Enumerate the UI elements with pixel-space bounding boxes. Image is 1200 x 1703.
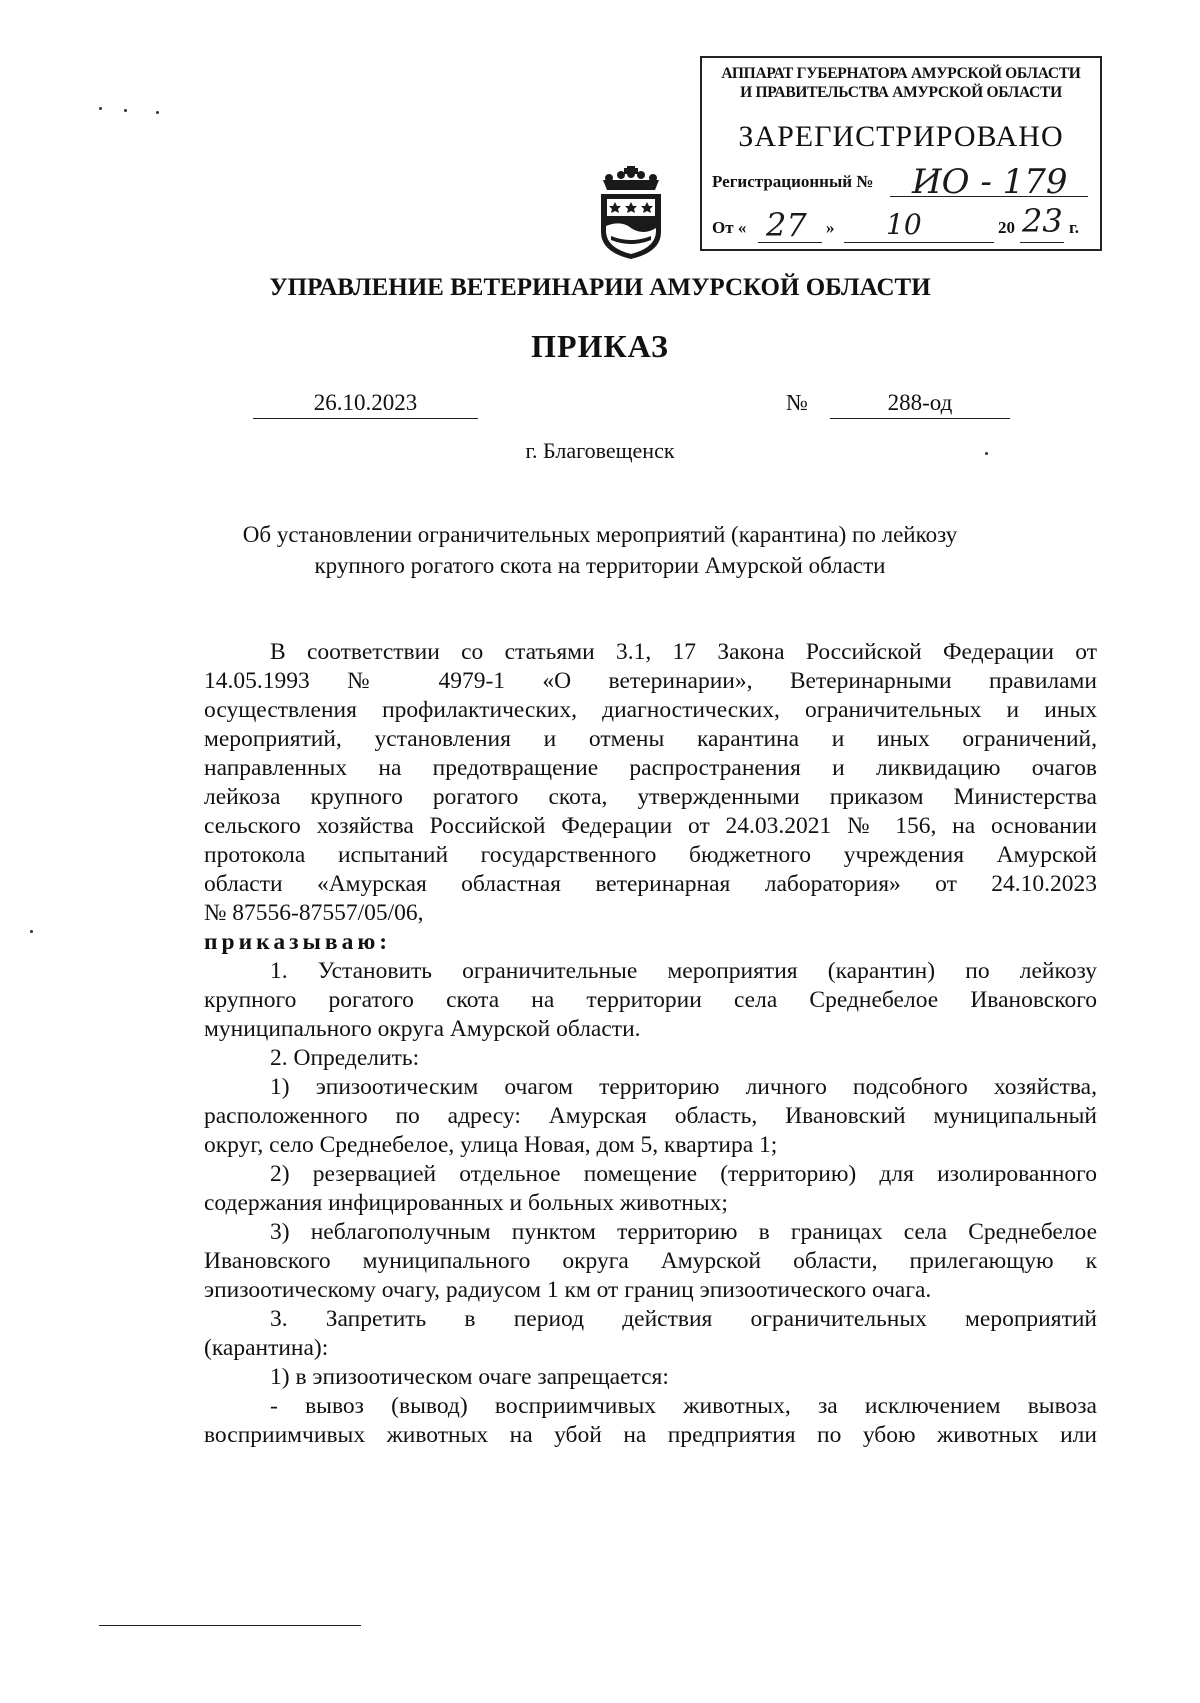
stamp-org-line2: И ПРАВИТЕЛЬСТВА АМУРСКОЙ ОБЛАСТИ: [740, 84, 1062, 101]
body-line: № 87556-87557/05/06,: [204, 900, 424, 926]
body-line: В соответствии со статьями 3.1, 17 Закона Российской Федерации от: [270, 639, 1097, 665]
body-line: 3. Запретить в период действия ограничительных мероприятий: [270, 1306, 1097, 1332]
body-line: 1. Установить ограничительные мероприятия (карантин) по лейкозу: [270, 958, 1097, 984]
body-line: мероприятий, установления и отмены карантина и иных ограничений,: [204, 726, 1097, 752]
body-line: эпизоотическому очагу, радиусом 1 км от границ эпизоотического очага.: [204, 1277, 932, 1303]
body-line: сельского хозяйства Российской Федерации от 24.03.2021 № 156, на основании: [204, 813, 1097, 839]
stamp-date-prefix: От «: [712, 218, 747, 237]
body-line: протокола испытаний государственного бюджетного учреждения Амурской: [204, 842, 1097, 868]
document-type: ПРИКАЗ: [531, 328, 669, 364]
body-line: лейкоза крупного рогатого скота, утвержденными приказом Министерства: [204, 784, 1097, 810]
body-line: муниципального округа Амурской области.: [204, 1016, 641, 1042]
body-line: крупного рогатого скота на территории села Среднебелое Ивановского: [204, 987, 1097, 1013]
footnote-rule: [99, 1625, 361, 1626]
body-line: 14.05.1993 № 4979-1 «О ветеринарии», Ветеринарными правилами: [204, 668, 1097, 694]
stamp-year-underline: [1020, 242, 1064, 243]
body-line: (карантина):: [204, 1335, 329, 1361]
body-line: 1) эпизоотическим очагом территорию личного подсобного хозяйства,: [270, 1074, 1097, 1100]
body-line: - вывоз (вывод) восприимчивых животных, за исключением вывоза: [270, 1393, 1097, 1419]
body-line: области «Амурская областная ветеринарная лаборатория» от 24.10.2023: [204, 871, 1097, 897]
stamp-date-year-prefix: 20: [998, 218, 1015, 237]
body-line: 3) неблагополучным пунктом территорию в границах села Среднебелое: [270, 1219, 1097, 1245]
stamp-date-year-suffix: 23: [1022, 202, 1063, 240]
order-date: 26.10.2023: [253, 390, 478, 419]
stamp-reg-label: Регистрационный №: [712, 172, 874, 191]
registration-stamp: [700, 56, 1102, 251]
order-number-sign: №: [786, 390, 808, 415]
stamp-reg-number: ИО - 179: [912, 162, 1068, 202]
body-line: восприимчивых животных на убой на предприятия по убою животных или: [204, 1422, 1097, 1448]
body-line: содержания инфицированных и больных животных;: [204, 1190, 728, 1216]
body-line: направленных на предотвращение распространения и ликвидацию очагов: [204, 755, 1097, 781]
body-line: 2) резервацией отдельное помещение (территорию) для изолированного: [270, 1161, 1097, 1187]
body-line: 1) в эпизоотическом очаге запрещается:: [270, 1364, 669, 1390]
body-line: расположенного по адресу: Амурская область, Ивановский муниципальный: [204, 1103, 1097, 1129]
city: г. Благовещенск: [525, 438, 675, 463]
order-word: приказываю:: [204, 929, 392, 955]
scan-speck: [156, 111, 159, 114]
subject-line: крупного рогатого скота на территории Амурской области: [314, 553, 886, 578]
body-line: Ивановского муниципального округа Амурской области, прилегающую к: [204, 1248, 1097, 1274]
scan-speck: [124, 109, 127, 112]
stamp-month-underline: [844, 242, 994, 243]
body-line: осуществления профилактических, диагностических, ограничительных и иных: [204, 697, 1097, 723]
stamp-reg-row: [712, 172, 873, 192]
department-name: УПРАВЛЕНИЕ ВЕТЕРИНАРИИ АМУРСКОЙ ОБЛАСТИ: [269, 274, 931, 301]
stamp-org-line1: АППАРАТ ГУБЕРНАТОРА АМУРСКОЙ ОБЛАСТИ: [721, 65, 1081, 82]
scan-speck: [99, 107, 102, 110]
stamp-title: ЗАРЕГИСТРИРОВАНО: [738, 120, 1064, 153]
subject-line: Об установлении ограничительных мероприятий (карантина) по лейкозу: [242, 522, 958, 547]
stamp-date-month: 10: [886, 208, 922, 241]
order-number: 288-од: [830, 390, 1010, 419]
coat-of-arms-emblem: [597, 166, 665, 260]
stamp-date-mid: »: [826, 218, 835, 237]
body-line: округ, село Среднебелое, улица Новая, дом 5, квартира 1;: [204, 1132, 778, 1158]
stamp-date-row: [712, 218, 746, 238]
stamp-date-year-unit: г.: [1069, 218, 1080, 237]
scan-speck: [30, 930, 33, 933]
body-line: 2. Определить:: [270, 1045, 420, 1071]
stamp-date-day: 27: [766, 206, 807, 244]
